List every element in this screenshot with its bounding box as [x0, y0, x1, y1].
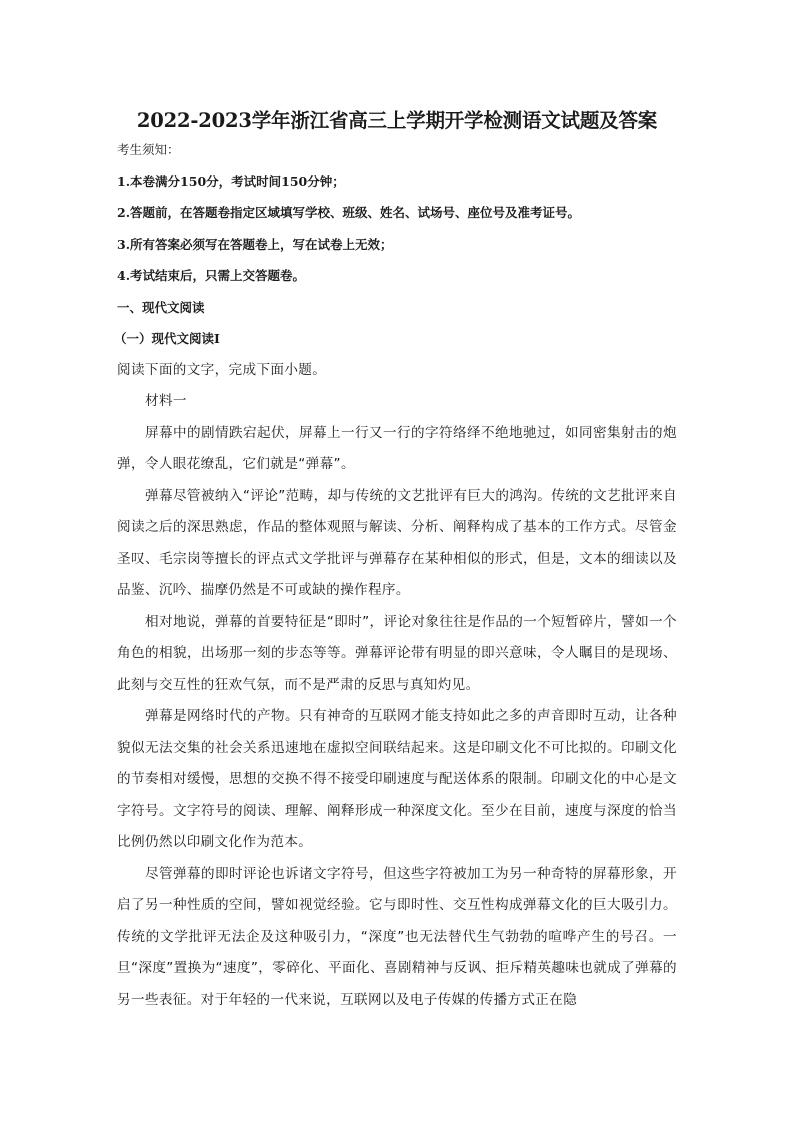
paragraph: 屏幕中的剧情跌宕起伏，屏幕上一行又一行的字符络绎不绝地驰过，如同密集射击的炮弹，令人眼花缭乱，它们就是“弹幕”。: [117, 424, 677, 472]
document-page: [114, 96, 677, 1016]
notice-item: 4.考试结束后，只需上交答题卷。: [117, 268, 306, 283]
paragraph: 弹幕尽管被纳入“评论”范畴，却与传统的文艺批评有巨大的鸿沟。传统的文艺批评来自阅读之后的深思熟虑，作品的整体观照与解读、分析、阐释构成了基本的工作方式。尽管金圣叹、毛宗岗等擅长的评点式文学批评与弹幕存在某种相似的形式，但是，文本的细读以及品鉴、沉吟、揣摩仍然是不可或缺的操作程序。: [117, 487, 677, 598]
notice-heading: 考生须知：: [117, 142, 180, 157]
instruction-text: 阅读下面的文字，完成下面小题。: [117, 361, 327, 378]
paragraph: 弹幕是网络时代的产物。只有神奇的互联网才能支持如此之多的声音即时互动，让各种貌似无法交集的社会关系迅速地在虚拟空间联结起来。这是印刷文化不可比拟的。印刷文化的节奏相对缓慢，思想的交换不得不接受印刷速度与配送体系的限制。印刷文化的中心是文字符号。文字符号的阅读、理解、阐释形成一种深度文化。至少在目前，速度与深度的恰当比例仍然以印刷文化作为范本。: [117, 708, 677, 850]
material-label: 材料一: [145, 393, 187, 409]
document-title: 2022-2023学年浙江省高三上学期开学检测语文试题及答案: [136, 109, 658, 132]
section-heading: 一、现代文阅读: [117, 299, 205, 315]
notice-item: 3.所有答案必须写在答题卷上，写在试卷上无效；: [117, 236, 393, 252]
paragraph: 尽管弹幕的即时评论也诉诸文字符号，但这些字符被加工为另一种奇特的屏幕形象，开启了另一种性质的空间，譬如视觉经验。它与即时性、交互性构成弹幕文化的巨大吸引力。传统的文学批评无法企及这种吸引力，“深度”也无法替代生气勃勃的喧哗产生的号召。一旦“深度”置换为“速度”，零碎化、平面化、喜剧精神与反讽、拒斥精英趣味也就成了弹幕的另一些表征。对于年轻的一代来说，互联网以及电子传媒的传播方式正在隐: [117, 865, 677, 1008]
notice-item: 1.本卷满分150分，考试时间150分钟；: [117, 173, 345, 189]
subsection-heading: （一）现代文阅读I: [114, 331, 220, 346]
paragraph: 相对地说，弹幕的首要特征是“即时”，评论对象往往是作品的一个短暂碎片，譬如一个角色的相貌，出场那一刻的步态等等。弹幕评论带有明显的即兴意味，令人瞩目的是现场、此刻与交互性的狂欢气氛，而不是严肃的反思与真知灼见。: [117, 613, 677, 693]
notice-item: 2.答题前，在答题卷指定区域填写学校、班级、姓名、试场号、座位号及准考证号。: [117, 205, 581, 220]
